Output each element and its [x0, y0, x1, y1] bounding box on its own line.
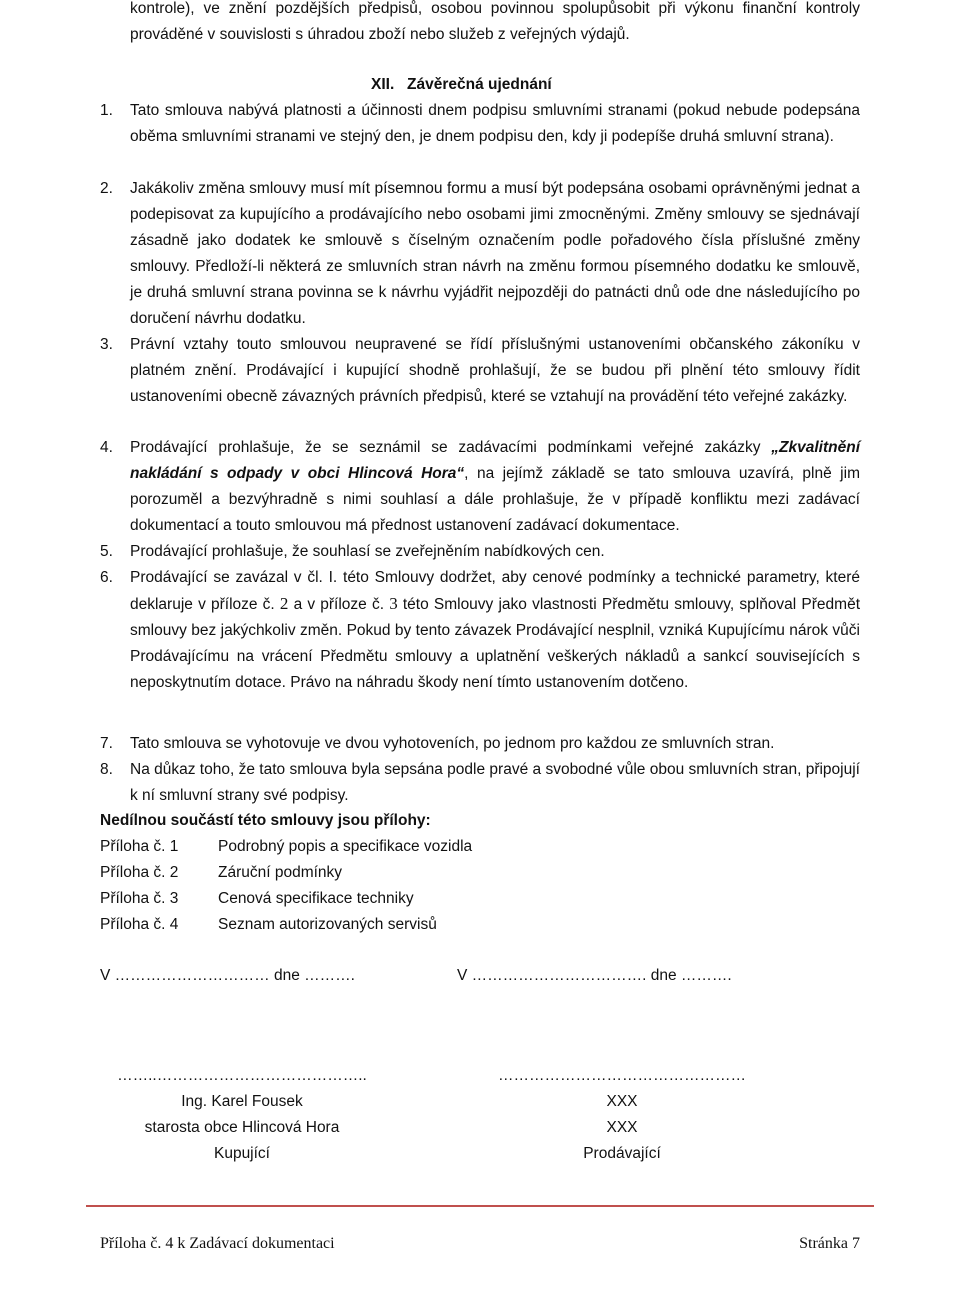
attachment-desc: Podrobný popis a specifikace vozidla	[218, 838, 473, 855]
attachment-label: Příloha č. 3	[100, 890, 179, 907]
clause-text: Prodávající prohlašuje, že souhlasí se zveřejněním nabídkových cen.	[130, 543, 605, 560]
clause-text-part: Prodávající prohlašuje, že se seznámil se zadávacími podmínkami veřejné zakázky	[130, 439, 772, 456]
signatory-name: Ing. Karel Fousek	[181, 1093, 303, 1110]
attachment-row	[100, 912, 437, 938]
clause-text	[130, 435, 860, 539]
signing-place-left: V ………………………… dne ……….	[100, 967, 355, 984]
attachment-desc: Cenová specifikace techniky	[218, 890, 414, 907]
continuation-text: kontrole), ve znění pozdějších předpisů, osobou povinnou spolupůsobit při výkonu finanční kontroly prováděné v souvislosti s úhradou zboží nebo služeb z veřejných výdajů.	[130, 0, 860, 43]
clause-text-part: a v příloze č.	[288, 596, 390, 613]
clause-number: 8.	[100, 761, 113, 778]
signatory-name: XXX	[606, 1093, 638, 1110]
signature-line: ……..…………………………………..	[117, 1067, 367, 1084]
clause-number: 1.	[100, 102, 113, 119]
party-label: Prodávající	[583, 1145, 661, 1162]
clause-6	[100, 565, 860, 696]
clause-4	[100, 435, 860, 539]
clause-text-part: Prodávající se zavázal v čl. I. této Smlouvy dodržet, aby cenové podmínky a technické parametry, které deklaruje v příloze č.	[130, 569, 860, 613]
attachment-row	[100, 886, 414, 912]
clause-text: Jakákoliv změna smlouvy musí mít písemnou formu a musí být podepsána osobami oprávněnými jednat a podepisovat za kupujícího a prodávajícího nebo osobami jimi zmocněnými. Změny smlouvy se sjednávají zásadně jako dodatek ke smlouvě s číselným označením podle pořadového čísla příslušné změny smlouvy. Předloží-li některá ze smluvních stran návrh na změnu formou písemného dodatku ke smlouvě, je druhá smluvní strana povinna se k návrhu vyjádřit nejpozději do patnácti dnů ode dne následujícího po doručení návrhu dodatku.	[130, 180, 860, 327]
signatory-role: XXX	[606, 1119, 638, 1136]
clause-number: 3.	[100, 336, 113, 353]
signatory-role: starosta obce Hlincová Hora	[144, 1119, 340, 1136]
attachment-desc: Záruční podmínky	[218, 864, 343, 881]
signature-block-buyer	[92, 1063, 392, 1167]
attachments-title: Nedílnou součástí této smlouvy jsou přílohy:	[100, 812, 431, 829]
clause-number: 6.	[100, 569, 113, 586]
clause-number: 7.	[100, 735, 113, 752]
clause-7	[100, 731, 860, 757]
clause-5	[100, 539, 860, 565]
footer-divider	[86, 1205, 874, 1207]
attachment-ref: 2	[279, 594, 289, 613]
clause-text: Tato smlouva nabývá platnosti a účinnosti dnem podpisu smluvními stranami (pokud nebude podepsána oběma smluvními stranami ve stejný den, je dnem podpisu den, kdy ji podepíše druhá smluvní strana).	[130, 102, 860, 145]
attachment-ref: 3	[389, 594, 398, 613]
clause-1	[100, 98, 860, 150]
clause-text-part: této Smlouvy jako vlastnosti Předmětu smlouvy, splňoval Předmět smlouvy bez jakýchkoliv změn. Pokud by tento závazek Prodávající nesplnil, vzniká Kupujícímu nárok vůči Prodávajícímu na vrácení Předmětu smlouvy a uplatnění veškerých nákladů a sankcí souvisejících s neposkytnutím dotace. Právo na náhradu škody není tímto ustanovením dotčeno.	[130, 596, 860, 691]
attachment-label: Příloha č. 1	[100, 838, 179, 855]
attachment-row	[100, 834, 472, 860]
section-title: Závěrečná ujednání	[407, 76, 552, 93]
clause-3	[100, 332, 860, 410]
attachment-row	[100, 860, 342, 886]
section-heading	[371, 72, 552, 98]
clause-text: Právní vztahy touto smlouvou neupravené se řídí příslušnými ustanoveními občanského zákoníku v platném znění. Prodávající i kupující shodně prohlašují, že se budou při plnění této smlouvy řídit ustanoveními obecně závazných právních předpisů, které se vztahují na provádění této veřejné zakázky.	[130, 336, 860, 405]
footer-page-number: Stránka 7	[799, 1235, 860, 1252]
clause-number: 4.	[100, 439, 113, 456]
clause-text: Na důkaz toho, že tato smlouva byla sepsána podle pravé a svobodné vůle obou smluvních stran, připojují k ní smluvní strany své podpisy.	[130, 761, 860, 804]
continuation-paragraph	[130, 0, 860, 48]
signature-block-seller	[472, 1063, 772, 1167]
tender-name: „Zkvalitnění nakládání s odpady v obci Hlincová Hora“	[130, 439, 860, 482]
attachment-label: Příloha č. 2	[100, 864, 179, 881]
attachment-desc: Seznam autorizovaných servisů	[218, 916, 437, 933]
signature-line: …………………………………………	[498, 1067, 746, 1084]
attachment-label: Příloha č. 4	[100, 916, 179, 933]
clause-text: Tato smlouva se vyhotovuje ve dvou vyhotoveních, po jednom pro každou ze smluvních stran.	[130, 735, 775, 752]
clause-number: 5.	[100, 543, 113, 560]
signing-place-right: V ……………………………. dne ……….	[457, 967, 732, 984]
clause-8	[100, 757, 860, 809]
clause-text-part: , na jejímž základě se tato smlouva uzavírá, plně jim porozuměl a bezvýhradně s nimi souhlasí a dále prohlašuje, že v případě konfliktu mezi zadávací dokumentací a touto smlouvou má přednost ustanovení zadávací dokumentace.	[130, 465, 860, 534]
footer-document-label: Příloha č. 4 k Zadávací dokumentaci	[100, 1235, 335, 1252]
clause-2	[100, 176, 860, 332]
clause-number: 2.	[100, 180, 113, 197]
party-label: Kupující	[213, 1145, 270, 1162]
section-number: XII.	[371, 76, 395, 93]
clause-text	[130, 565, 860, 696]
